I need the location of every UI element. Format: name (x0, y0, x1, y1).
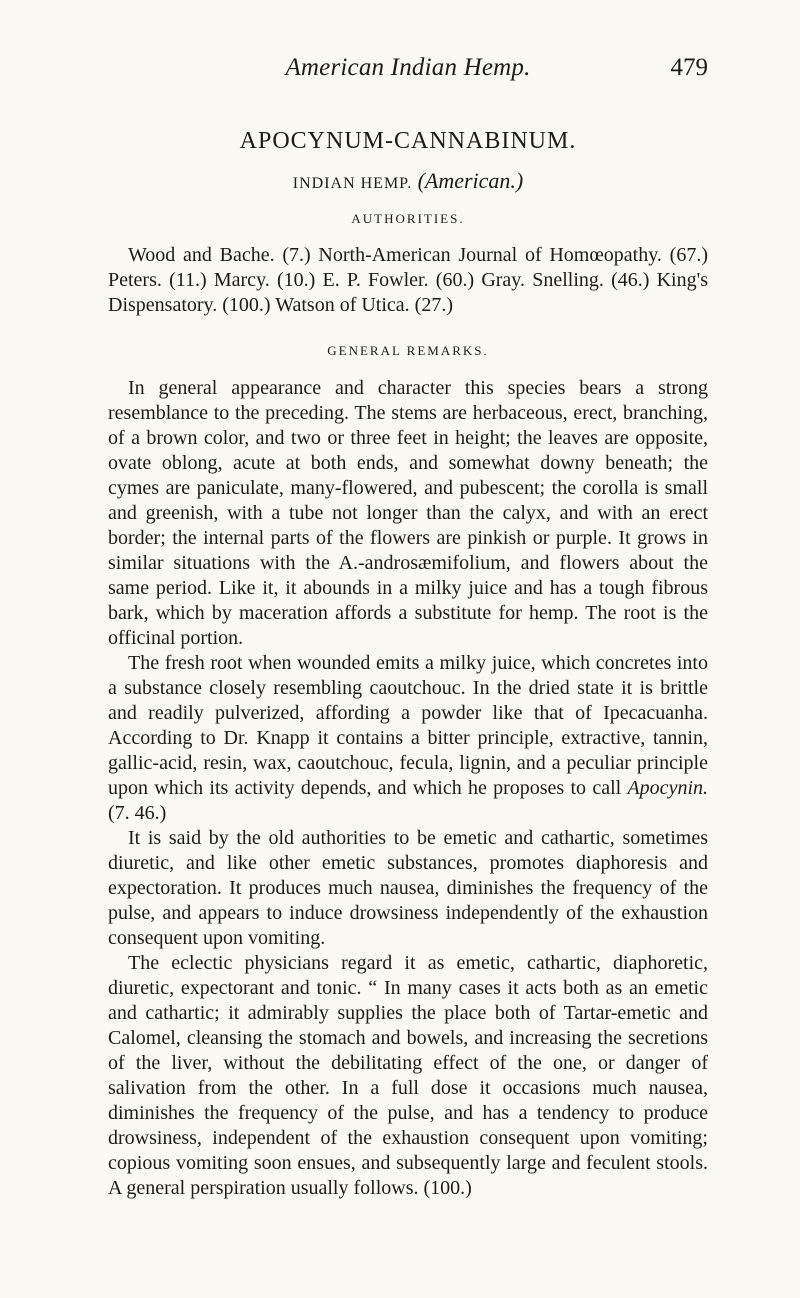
origin-note: (American.) (417, 168, 524, 193)
paragraph-description: In general appearance and character this species bears a strong resemblance to the preceding. The stems are herbaceous, erect, branching, of a brown color, and two or three feet in height; the leaves are opposite, ovate oblong, acute at both ends, and somewhat downy beneath; the cymes are paniculate, many-flowered, and pubescent; the corolla is small and greenish, with a tube not longer than the calyx, and with an erect border; the internal parts of the flowers are pinkish or purple. It grows in similar situations with the A.-androsæmifolium, and flowers about the same period. Like it, it abounds in a milky juice and has a tough fibrous bark, which by maceration affords a substitute for hemp. The root is the officinal portion. (108, 377, 708, 649)
paragraph-eclectic-physicians: The eclectic physicians regard it as emetic, cathartic, diaphoretic, diuretic, expectorant and tonic. “ In many cases it acts both as an emetic and cathartic; it admirably supplies the place both of Tartar-emetic and Calomel, cleansing the stomach and bowels, and increasing the secretions of the liver, without the debilitating effect of the one, or danger of salivation from the other. In a full dose it occasions much nausea, diminishes the frequency of the pulse, and has a tendency to produce drowsiness, independent of the exhaustion consequent upon vomiting; copious vomiting soon ensues, and subsequently large and feculent stools. A general perspiration usually follows. (100.) (108, 952, 708, 1199)
authorities-list: Wood and Bache. (7.) North-American Journal of Homœopathy. (67.) Peters. (11.) Marcy. (10.) E. P. Fowler. (60.) Gray. Snelling. (46.) King's Dispensatory. (100.) Watson of Utica. (27.) (108, 244, 708, 316)
authorities-heading: AUTHORITIES. (351, 211, 465, 226)
paragraph-root-properties (108, 651, 708, 826)
running-header (108, 54, 708, 84)
paragraph-text: The fresh root when wounded emits a milky juice, which concretes into a substance closely resembling caoutchouc. In the dried state it is brittle and readily pulverized, affording a powder like that of Ipecacuanha. According to Dr. Knapp it contains a bitter principle, extractive, tannin, gallic-acid, resin, wax, caoutchouc, fecula, lignin, and a peculiar principle upon which its activity depends, and which he proposes to call (108, 652, 708, 799)
article-subtitle (108, 168, 708, 194)
common-name: INDIAN HEMP. (292, 175, 413, 192)
article-title: APOCYNUM-CANNABINUM. (239, 128, 577, 154)
running-title: American Indian Hemp. (285, 54, 531, 81)
paragraph-old-authorities: It is said by the old authorities to be emetic and cathartic, sometimes diuretic, and like other emetic substances, promotes diaphoresis and expectoration. It produces much nausea, diminishes the frequency of the pulse, and appears to induce drowsiness independently of the exhaustion consequent upon vomiting. (108, 827, 708, 949)
citation: (7. 46.) (108, 802, 167, 824)
italic-term: Apocynin. (627, 777, 708, 799)
page-number: 479 (670, 54, 708, 81)
book-page (0, 54, 800, 1298)
general-remarks-heading: GENERAL REMARKS. (327, 343, 489, 358)
